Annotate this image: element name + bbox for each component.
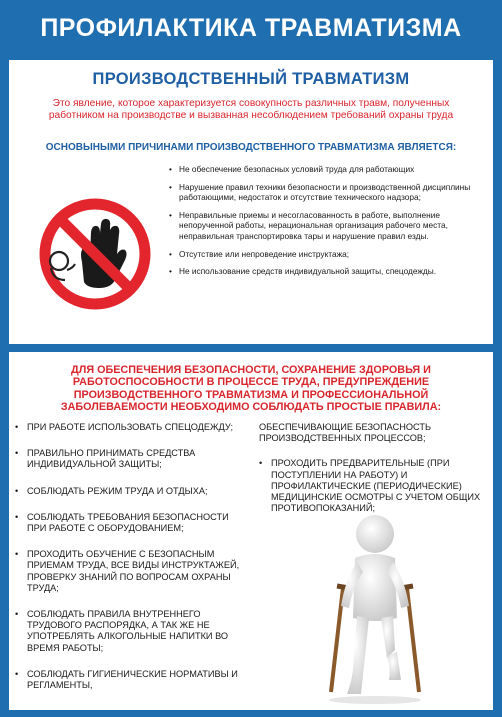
list-item: • ПРИ РАБОТЕ ИСПОЛЬЗОВАТЬ СПЕЦОДЕЖДУ; <box>15 422 245 433</box>
causes-list <box>169 164 485 284</box>
list-item: • СОБЛЮДАТЬ ПРАВИЛА ВНУТРЕННЕГО ТРУДОВОГО РАСПОРЯДКА, А ТАК ЖЕ НЕ УПОТРЕБЛЯТЬ АЛКОГОЛЬНЫЕ НАПИТКИ ВО ВРЕМЯ РАБОТЫ; <box>15 609 245 654</box>
list-item: • СОБЛЮДАТЬ ГИГИЕНИЧЕСКИЕ НОРМАТИВЫ И РЕГЛАМЕНТЫ, <box>15 669 245 691</box>
list-item: • Неправильные приемы и несогласованность в работе, выполнение непорученной работы, нерациональная организация рабочего места, неправильная транспортировка тары и нарушение правил езды. <box>169 210 485 242</box>
section-rules <box>9 352 493 710</box>
list-item: • Отсутствие или непроведение инструктажа; <box>169 249 485 260</box>
header-banner <box>0 0 502 56</box>
page-title: ПРОФИЛАКТИКА ТРАВМАТИЗМА <box>40 13 462 42</box>
list-item: • ПРОХОДИТЬ ПРЕДВАРИТЕЛЬНЫЕ (ПРИ ПОСТУПЛЕНИИ НА РАБОТУ) И ПРОФИЛАКТИЧЕСКИЕ (ПЕРИОДИЧЕСКИЕ) МЕДИЦИНСКИЕ ОСМОТРЫ С УЧЕТОМ ОБЩИХ ПРОТИВОПОКАЗАНИЙ; <box>259 458 485 514</box>
prohibition-sign-icon <box>39 198 151 314</box>
list-item: • ПРАВИЛЬНО ПРИНИМАТЬ СРЕДСТВА ИНДИВИДУАЛЬНОЙ ЗАЩИТЫ; <box>15 448 245 470</box>
list-item: • СОБЛЮДАТЬ ТРЕБОВАНИЯ БЕЗОПАСНОСТИ ПРИ РАБОТЕ С ОБОРУДОВАНИЕМ; <box>15 512 245 534</box>
list-item: • Нарушение правил техники безопасности и производственной дисциплины работающими, недостаток и отсутствие технического надзора; <box>169 182 485 203</box>
section-title: ПРОИЗВОДСТВЕННЫЙ ТРАВМАТИЗМ <box>92 70 410 88</box>
rules-list-left <box>15 422 245 706</box>
causes-title: ОСНОВЫНЫМИ ПРИЧИНАМИ ПРОИЗВОДСТВЕННОГО ТРАВМАТИЗМА ЯВЛЯЕТСЯ: <box>45 142 457 153</box>
list-item-continuation: ОБЕСПЕЧИВАЮЩИЕ БЕЗОПАСНОСТЬ ПРОИЗВОДСТВЕННЫХ ПРОЦЕССОВ; <box>259 422 431 444</box>
list-item: • ПРОХОДИТЬ ОБУЧЕНИЕ С БЕЗОПАСНЫМ ПРИЕМАМ ТРУДА, ВСЕ ВИДЫ ИНСТРУКТАЖЕЙ, ПРОВЕРКУ ЗНАНИЙ ПО ВОПРОСАМ ОХРАНЫ ТРУДА; <box>15 549 245 594</box>
definition-text: Это явление, которое характеризуется совокупность различных травм, полученных работником на производстве и вызванная несоблюдением требований охраны труда <box>48 98 454 121</box>
list-item: • Не использование средств индивидуальной защиты, спецодежды. <box>169 266 485 277</box>
rules-title: ДЛЯ ОБЕСПЕЧЕНИЯ БЕЗОПАСНОСТИ, СОХРАНЕНИЕ ЗДОРОВЬЯ И РАБОТОСПОСОБНОСТИ В ПРОЦЕССЕ ТРУДА, ПРЕДУПРЕЖДЕНИЕ ПРОИЗВОДСТВЕННОГО ТРАВМАТИЗМА И ПРОФЕССИОНАЛЬНОЙ ЗАБОЛЕВАЕМОСТИ НЕОБХОДИМО СОБЛЮДАТЬ ПРОСТЫЕ ПРАВИЛА: <box>60 364 442 413</box>
person-on-crutches-icon <box>309 510 439 709</box>
list-item: • Не обеспечение безопасных условий труда для работающих <box>169 164 485 175</box>
list-item: • СОБЛЮДАТЬ РЕЖИМ ТРУДА И ОТДЫХА; <box>15 486 245 497</box>
section-injuries <box>9 60 493 344</box>
